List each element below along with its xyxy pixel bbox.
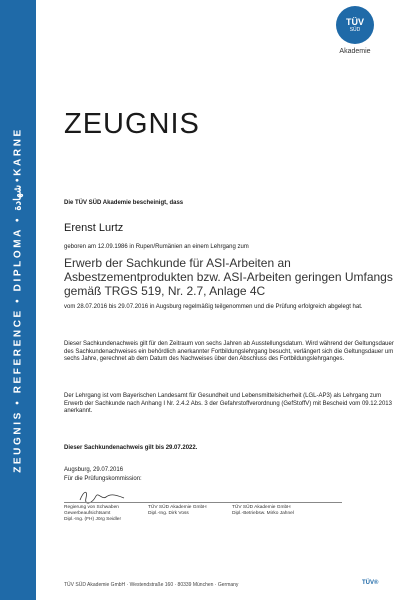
place-date: Augsburg, 29.07.2016 <box>64 467 124 473</box>
place-date-block <box>64 466 142 484</box>
document-title: ZEUGNIS <box>64 108 200 140</box>
tuv-sud-logo <box>322 6 388 66</box>
signature-line1: Regierung von Schwaben <box>64 505 119 510</box>
side-banner-text: ZEUGNIS • REFERENCE • DIPLOMA • شهادة • KARNE <box>12 127 24 473</box>
approval-paragraph: Der Lehrgang ist vom Bayerischen Landesamt für Gesundheit und Lebensmittelsicherheit (LGL-AP3) als Lehrgang zum Erwerb der Sachkunde nach Anhang I Nr. 2.4.2 Abs. 3 der Gefahrstoffverordnung (GefStoffV) mit Bescheid vom 09.12.2013 anerkannt. <box>64 393 392 415</box>
valid-until: Dieser Sachkundenachweis gilt bis 29.07.2022. <box>64 445 198 451</box>
signature-line1: TÜV SÜD Akademie GmbH <box>232 505 291 510</box>
logo-brand-sub: SÜD <box>349 27 361 33</box>
birth-info: geboren am 12.09.1986 in Rupen/Rumänien an einem Lehrgang zum <box>64 244 249 250</box>
logo-brand: TÜV <box>346 17 364 27</box>
side-banner <box>0 0 36 600</box>
course-title: Erwerb der Sachkunde für ASI-Arbeiten an Asbestzementprodukten bzw. ASI-Arbeiten geringen Umfangs gemäß TRGS 519, Nr. 2.7, Anlage 4C <box>64 256 393 298</box>
footer-tuv-mark: TÜV® <box>362 580 379 586</box>
signature-line <box>232 502 342 503</box>
validity-paragraph: Dieser Sachkundenachweis gilt für den Zeitraum von sechs Jahren ab Ausstellungsdatum. Wird während der Geltungsdauer des Sachkundenachweises ein behördlich anerkannter Fortbildungslehrgang besucht, verlängert sich die Geltungsdauer um sechs Jahre, gerechnet ab dem Datum des Nachweises über den Abschluss des Fortbildungslehrganges. <box>64 341 394 363</box>
signature-line2: Dipl.-Ing. Dirk Voss <box>148 511 189 516</box>
signature-line3: Dipl.-Ing. (FH) Jörg Seidler <box>64 517 122 522</box>
participation-paragraph: vom 28.07.2016 bis 29.07.2016 in Augsburg regelmäßig teilgenommen und die Prüfung erfolgreich abgelegt hat. <box>64 304 363 310</box>
signature-block-3 <box>232 502 342 517</box>
logo-subtitle: Akademie <box>339 48 371 55</box>
recipient-name: Erenst Lurtz <box>64 222 124 234</box>
intro-text: Die TÜV SÜD Akademie bescheinigt, dass <box>64 200 184 206</box>
tuv-logo-icon <box>336 6 374 44</box>
signature-line2: Gewerbeaufsichtsamt <box>64 511 111 516</box>
signature-line1: TÜV SÜD Akademie GmbH <box>148 505 207 510</box>
footer-address: TÜV SÜD Akademie GmbH · Westendstraße 160 · 80339 München · Germany <box>64 582 239 588</box>
commission-label: Für die Prüfungskommission: <box>64 476 142 482</box>
signature-line2: Dipl.-Betriebsw. Mirko Jahnel <box>232 511 294 516</box>
